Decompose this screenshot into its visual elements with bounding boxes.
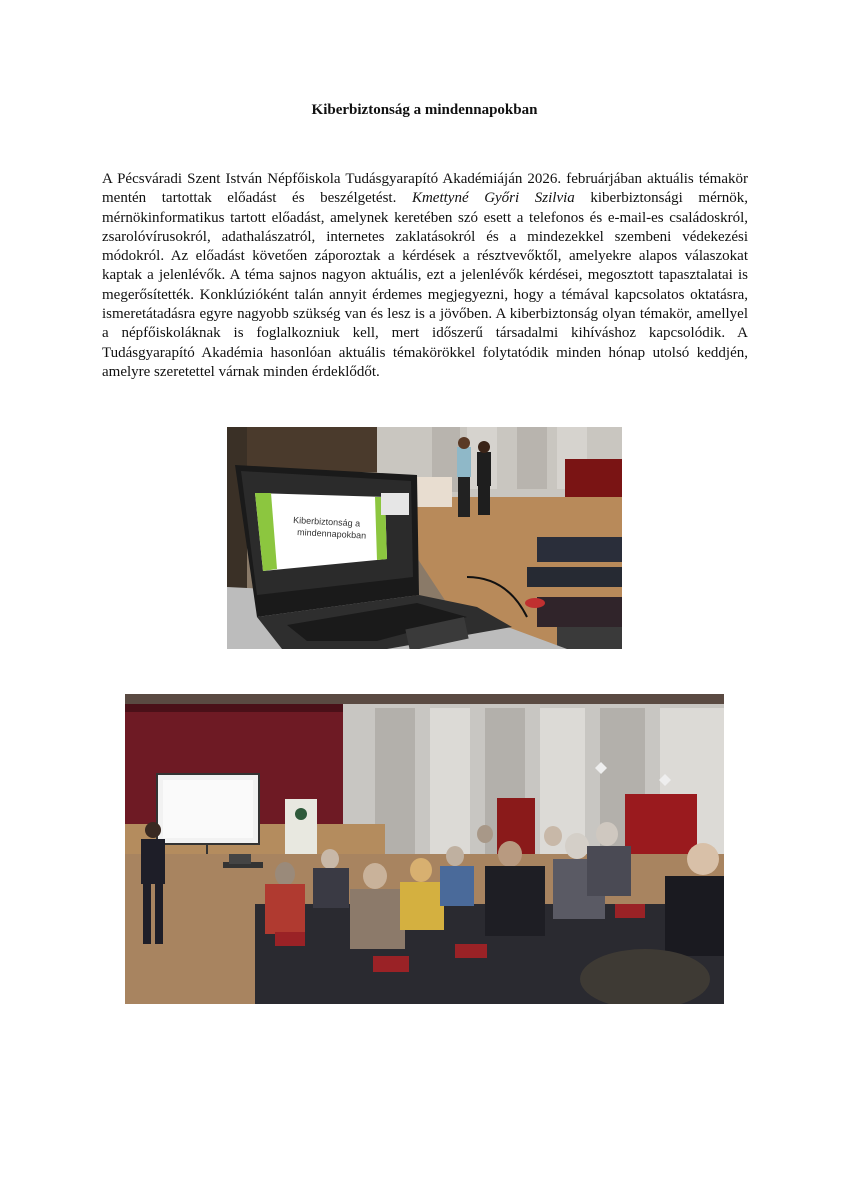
svg-text:Kiberbiztonság a: Kiberbiztonság a <box>292 515 361 529</box>
svg-text:mindennapokban: mindennapokban <box>296 527 367 541</box>
photo-laptop-presentation <box>227 427 622 649</box>
paragraph-main: kiberbiztonsági mérnök, mérnökinformatikus tartott előadást, amelynek keretében szó esett a telefonos és e-mail-es családoskról, zsarolóvírusokról, adathalászatról, internetes zaklatásokról és a mindezekkel szembeni védekezési módokról. Az előadást követően záporoztak a kérdések a résztvevőktől, amelyekre alapos válaszokat kaptak a jelenlévők. A téma sajnos nagyon aktuális, ezt a jelenlévők kérdései, megosztott tapasztalatai is megerősítették. Konklúzióként talán annyit érdemes megjegyezni, hogy a témával kapcsolatos oktatásra, ismeretátadásra egyre nagyobb szükség van és lesz is a jövőben. A kiberbiztonság olyan témakör, amellyel a népfőiskoláknak is foglalkozniuk kell, mert időszerű társadalmi kihíváshoz kapcsolódik. A Tudásgyarapító Akadémia hasonlóan aktuális témakörökkel folytatódik minden hónap utolsó keddjén, amelyre szeretettel várnak minden érdeklődőt. <box>102 190 749 380</box>
speaker-name: Kmettyné Győri Szilvia <box>411 190 575 207</box>
article-paragraph <box>102 170 748 382</box>
photo-lecture-audience <box>125 694 724 1004</box>
paragraph-intro: A Pécsváradi Szent István Népfőiskola Tudásgyarapító Akadémiáján 2026. februárjában aktuális témakör mentén tartottak előadást és beszélgetést. <box>102 171 748 207</box>
page-title: Kiberbiztonság a mindennapokban <box>311 102 538 118</box>
